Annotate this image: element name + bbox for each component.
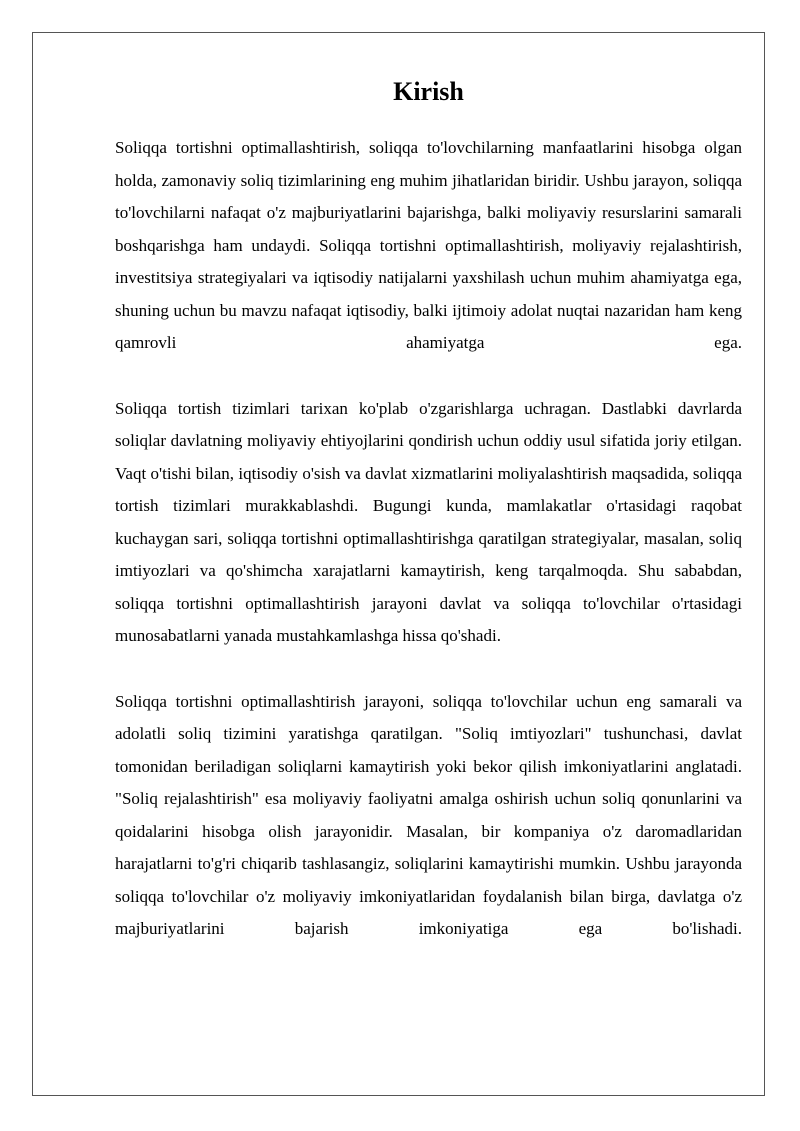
paragraph-3: Soliqqa tortishni optimallashtirish jarayoni, soliqqa to'lovchilar uchun eng samarali va adolatli soliq tizimini yaratishga qaratilgan. "Soliq imtiyozlari" tushunchasi, davlat tomonidan beriladigan soliqlarni kamaytirish yoki bekor qilish imkoniyatlarini anglatadi. "Soliq rejalashtirish" esa moliyaviy faoliyatni amalga oshirish uchun soliq qonunlarini va qoidalarini hisobga olish jarayonidir. Masalan, bir kompaniya o'z daromadlaridan harajatlarni to'g'ri chiqarib tashlasangiz, soliqlarini kamaytirishi mumkin. Ushbu jarayonda soliqqa to'lovchilar o'z moliyaviy imkoniyatlaridan foydalanish bilan birga, davlatga o'z majburiyatlarini bajarish imkoniyatiga ega bo'lishadi. [115, 691, 742, 938]
document-body [115, 72, 742, 979]
paragraph-2: Soliqqa tortish tizimlari tarixan ko'plab o'zgarishlarga uchragan. Dastlabki davrlarda soliqlar davlatning moliyaviy ehtiyojlarini qondirish uchun oddiy usul sifatida joriy etilgan. Vaqt o'tishi bilan, iqtisodiy o'sish va davlat xizmatlarini moliyalashtirish maqsadida, soliqqa tortish tizimlari murakkablashdi. Bugungi kunda, mamlakatlar o'rtasidagi raqobat kuchaygan sari, soliqqa tortishni optimallashtirishga qaratilgan strategiyalar, masalan, soliq imtiyozlari va qo'shimcha xarajatlarni kamaytirish, keng tarqalmoqda. Shu sababdan, soliqqa tortishni optimallashtirish jarayoni davlat va soliqqa to'lovchilar o'rtasidagi munosabatlarni yanada mustahkamlashga hissa qo'shadi. [115, 398, 742, 645]
document-title: Kirish [393, 77, 464, 106]
paragraph-1: Soliqqa tortishni optimallashtirish, soliqqa to'lovchilarning manfaatlarini hisobga olgan holda, zamonaviy soliq tizimlarining eng muhim jihatlaridan biridir. Ushbu jarayon, soliqqa to'lovchilarni nafaqat o'z majburiyatlarini bajarishga, balki moliyaviy resurslarini samarali boshqarishga ham undaydi. Soliqqa tortishni optimallashtirish, moliyaviy rejalashtirish, investitsiya strategiyalari va iqtisodiy natijalarni yaxshilash uchun muhim ahamiyatga ega, shuning uchun bu mavzu nafaqat iqtisodiy, balki ijtimoiy adolat nuqtai nazaridan ham keng qamrovli ahamiyatga ega. [115, 138, 742, 352]
